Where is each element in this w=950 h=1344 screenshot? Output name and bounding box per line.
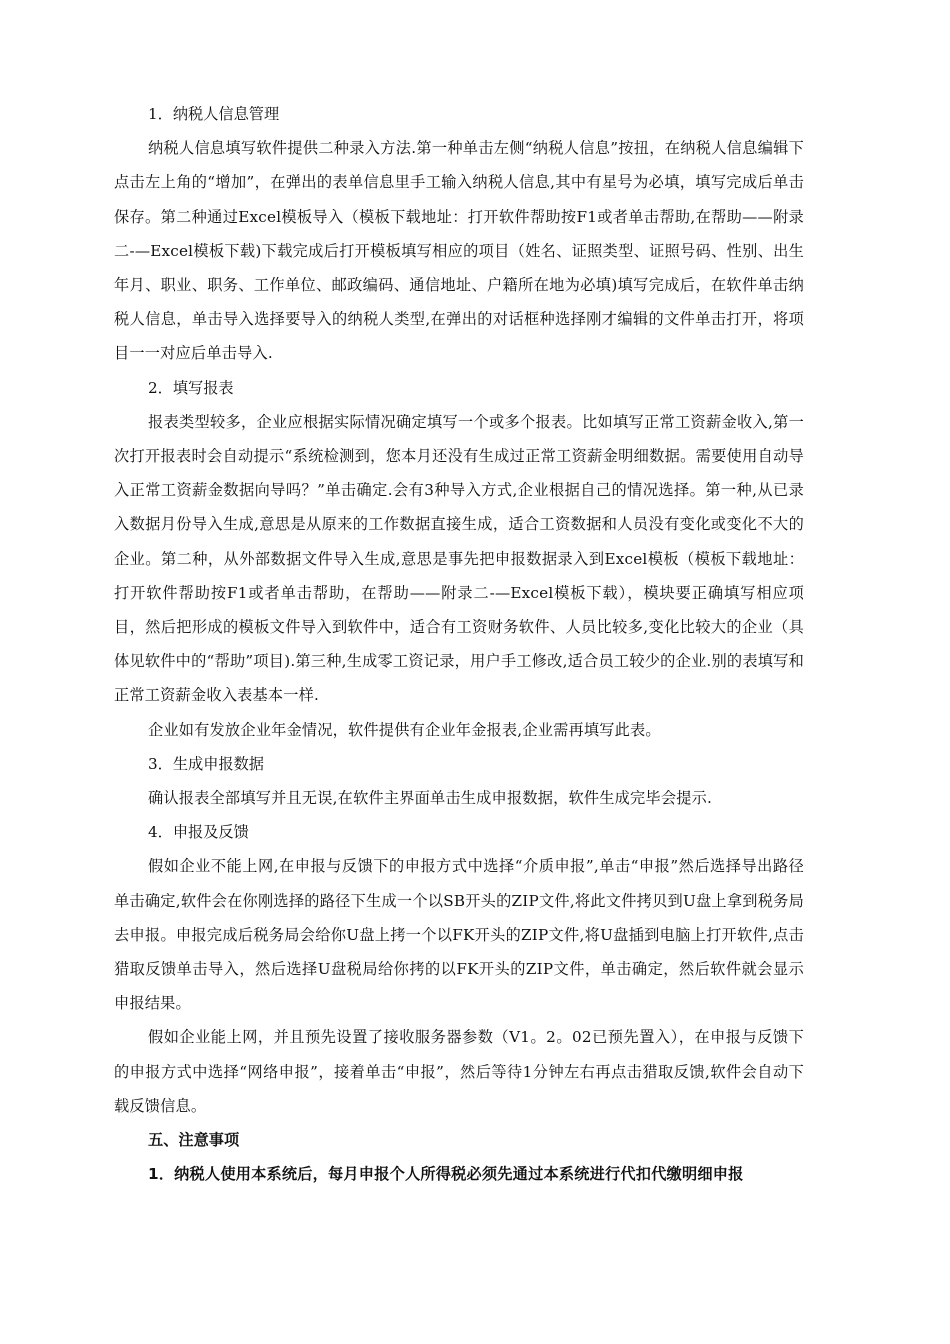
paragraph-online-declare: 假如企业能上网，并且预先设置了接收服务器参数（V1。2。02已预先置入），在申报与反馈下的申报方式中选择“网络申报”，接着单击“申报”，然后等待1分钟左右再点击猎取反馈,软件会自动下载反馈信息。 bbox=[114, 1028, 804, 1115]
paragraph-note-1: 1．纳税人使用本系统后，每月申报个人所得税必须先通过本系统进行代扣代缴明细申报 bbox=[148, 1165, 744, 1184]
section-heading-taxpayer-info: 1．纳税人信息管理 bbox=[148, 105, 280, 123]
section-heading-declare-feedback: 4．申报及反馈 bbox=[148, 823, 249, 842]
document-body bbox=[114, 97, 804, 1192]
paragraph-taxpayer-info: 纳税人信息填写软件提供二种录入方法.第一种单击左侧“纳税人信息”按扭，在纳税人信息编辑下点击左上角的“增加”，在弹出的表单信息里手工输入纳税人信息,其中有星号为必填，填写完成后单击保存。第二种通过Excel模板导入（模板下载地址：打开软件帮助按F1或者单击帮助,在帮助——附录二-—Excel模板下载)下载完成后打开模板填写相应的项目（姓名、证照类型、证照号码、性别、出生年月、职业、职务、工作单位、邮政编码、通信地址、户籍所在地为必填)填写完成后，在软件单击纳税人信息，单击导入选择要导入的纳税人类型,在弹出的对话框种选择刚才编辑的文件单击打开，将项目一一对应后单击导入. bbox=[114, 139, 804, 363]
section-heading-generate-data: 3．生成申报数据 bbox=[148, 754, 264, 773]
paragraph-generate-data: 确认报表全部填写并且无误,在软件主界面单击生成申报数据，软件生成完毕会提示. bbox=[148, 789, 713, 808]
paragraph-fill-reports: 报表类型较多，企业应根据实际情况确定填写一个或多个报表。比如填写正常工资薪金收入,第一次打开报表时会自动提示“系统检测到，您本月还没有生成过正常工资薪金明细数据。需要使用自动导入正常工资薪金数据向导吗？”单击确定.会有3种导入方式,企业根据自己的情况选择。第一种,从已录入数据月份导入生成,意思是从原来的工作数据直接生成，适合工资数据和人员没有变化或变化不大的企业。第二种，从外部数据文件导入生成,意思是事先把申报数据录入到Excel模板（模板下载地址：打开软件帮助按F1或者单击帮助，在帮助——附录二-—Excel模板下载），模块要正确填写相应项目，然后把形成的模板文件导入到软件中，适合有工资财务软件、人员比较多,变化比较大的企业（具体见软件中的“帮助”项目).第三种,生成零工资记录，用户手工修改,适合员工较少的企业.别的表填写和正常工资薪金收入表基本一样. bbox=[114, 412, 804, 705]
paragraph-enterprise-annuity: 企业如有发放企业年金情况，软件提供有企业年金报表,企业需再填写此表。 bbox=[148, 720, 661, 739]
paragraph-offline-declare: 假如企业不能上网,在申报与反馈下的申报方式中选择“介质申报”,单击“申报”然后选择导出路径单击确定,软件会在你刚选择的路径下生成一个以SB开头的ZIP文件,将此文件拷贝到U盘上拿到税务局去申报。申报完成后税务局会给你U盘上拷一个以FK开头的ZIP文件,将U盘插到电脑上打开软件,点击猎取反馈单击导入，然后选择U盘税局给你拷的以FK开头的ZIP文件，单击确定，然后软件就会显示申报结果。 bbox=[114, 857, 804, 1013]
section-heading-fill-reports: 2．填写报表 bbox=[148, 378, 234, 397]
section-heading-notes: 五、注意事项 bbox=[148, 1131, 240, 1150]
